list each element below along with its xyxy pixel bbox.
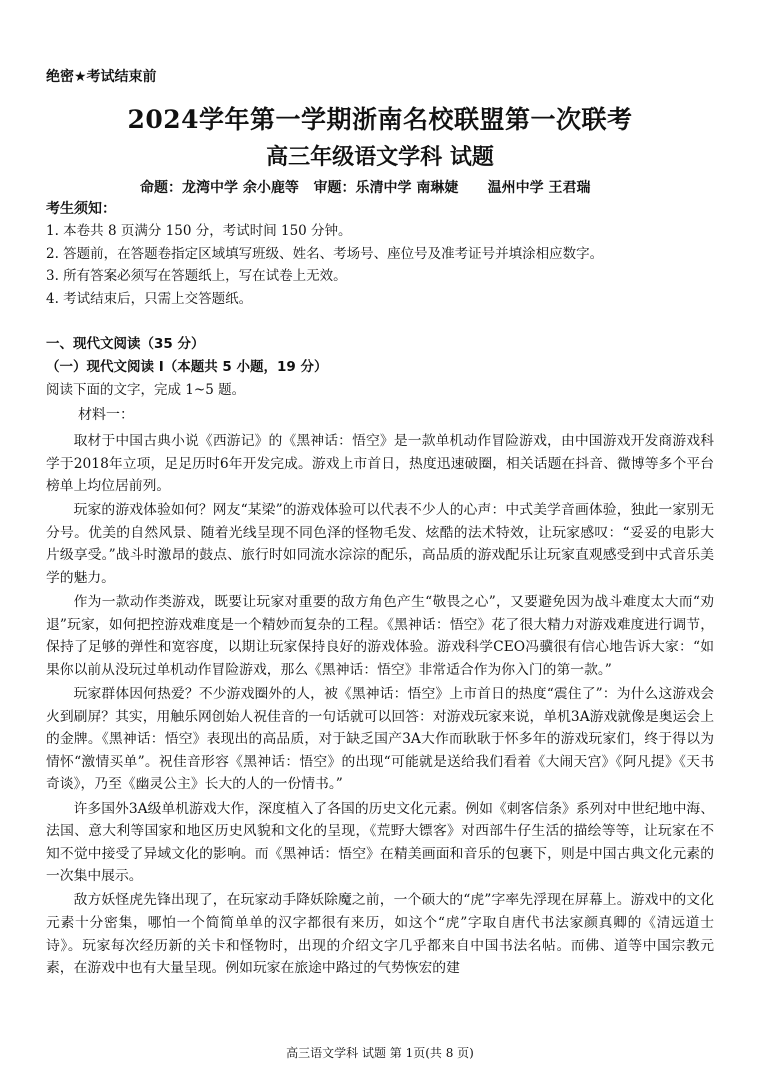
reading-passage xyxy=(46,430,714,981)
material-label: 材料一： xyxy=(78,407,134,423)
notice-item: 4. 考试结束后，只需上交答题纸。 xyxy=(46,290,253,307)
passage-paragraph: 许多国外3A级单机游戏大作，深度植入了各国的历史文化元素。例如《刺客信条》系列对中世纪地中海、法国、意大利等国家和地区历史风貌和文化的呈现，《荒野大镖客》对西部牛仔生活的描绘等等，让玩家在不知不觉中接受了异域文化的影响。而《黑神话：悟空》在精美画面和音乐的包裹下，则是中国古典文化元素的一次集中展示。 xyxy=(46,800,714,885)
author-setter: 命题：龙湾中学 余小鹿等 xyxy=(140,180,299,196)
passage-paragraph: 敌方妖怪虎先锋出现了，在玩家动手降妖除魔之前，一个硕大的“虎”字率先浮现在屏幕上。游戏中的文化元素十分密集，哪怕一个简简单单的汉字都很有来历，如这个“虎”字取自唐代书法家颜真卿的《清远道士诗》。玩家每次经历新的关卡和怪物时，出现的介绍文字几乎都来自中国书法名帖。而佛、道等中国宗教元素，在游戏中也有大量呈现。例如玩家在旅途中路过的气势恢宏的建 xyxy=(46,892,714,977)
notice-list xyxy=(46,220,726,310)
passage-paragraph: 取材于中国古典小说《西游记》的《黑神话：悟空》是一款单机动作冒险游戏，由中国游戏开发商游戏科学于2018年立项，足足历时6年开发完成。游戏上市首日，热度迅速破圈，相关话题在抖音、微博等多个平台榜单上均位居前列。 xyxy=(46,433,714,495)
confidential-label: 绝密★考试结束前 xyxy=(46,69,157,85)
notice-heading: 考生须知： xyxy=(46,201,116,217)
author-reviewer-1: 审题：乐清中学 南琳婕 xyxy=(313,180,459,196)
reading-instruction: 阅读下面的文字，完成 1~5 题。 xyxy=(46,382,246,398)
subsection-heading: （一）现代文阅读 I（本题共 5 小题，19 分） xyxy=(46,359,328,375)
notice-item: 3. 所有答案必须写在答题纸上，写在试卷上无效。 xyxy=(46,268,347,284)
passage-paragraph: 玩家的游戏体验如何？网友“某梁”的游戏体验可以代表不少人的心声：中式美学音画体验，独此一家别无分号。优美的自然风景、随着光线呈现不同色泽的怪物毛发、炫酷的法术特效，让玩家感叹：“妥妥的电影大片级享受。”战斗时激昂的鼓点、旅行时如同流水淙淙的配乐，高品质的游戏配乐让玩家直观感受到中式音乐美学的魅力。 xyxy=(46,502,714,587)
author-reviewer-2: 温州中学 王君瑞 xyxy=(487,180,591,196)
notice-item: 2. 答题前，在答题卷指定区域填写班级、姓名、考场号、座位号及准考证号并填涂相应数字。 xyxy=(46,245,604,262)
passage-paragraph: 玩家群体因何热爱？不少游戏圈外的人，被《黑神话：悟空》上市首日的热度“震住了”：为什么这游戏会火到刷屏？其实，用触乐网创始人祝佳音的一句话就可以回答：对游戏玩家来说，单机3A游戏就像是奥运会上的金牌。《黑神话：悟空》表现出的高品质，对于缺乏国产3A大作而耿耿于怀多年的游戏玩家们，终于得以为情怀“激情买单”。祝佳音形容《黑神话：悟空》的出现“可能就是送给我们看着《大闹天宫》《阿凡提》《天书奇谈》，乃至《幽灵公主》长大的人的一份情书。” xyxy=(46,686,714,793)
passage-paragraph: 作为一款动作类游戏，既要让玩家对重要的敌方角色产生“敬畏之心”，又要避免因为战斗难度太大而“劝退”玩家，如何把控游戏难度是一个精妙而复杂的工程。《黑神话：悟空》花了很大精力对游戏难度进行调节，保持了足够的弹性和宽容度，以期让玩家保持良好的游戏体验。游戏科学CEO冯骥很有信心地告诉大家：“如果你以前从没玩过单机动作冒险游戏，那么《黑神话：悟空》非常适合作为你入门的第一款。” xyxy=(46,594,714,678)
author-line xyxy=(140,177,591,197)
page-footer: 高三语文学科 试题 第 1页(共 8 页) xyxy=(286,1046,474,1060)
exam-title: 2024学年第一学期浙南名校联盟第一次联考 xyxy=(127,105,633,134)
section-heading: 一、现代文阅读（35 分） xyxy=(46,336,205,352)
notice-item: 1. 本卷共 8 页满分 150 分，考试时间 150 分钟。 xyxy=(46,223,352,239)
exam-subtitle: 高三年级语文学科 试题 xyxy=(266,144,494,170)
